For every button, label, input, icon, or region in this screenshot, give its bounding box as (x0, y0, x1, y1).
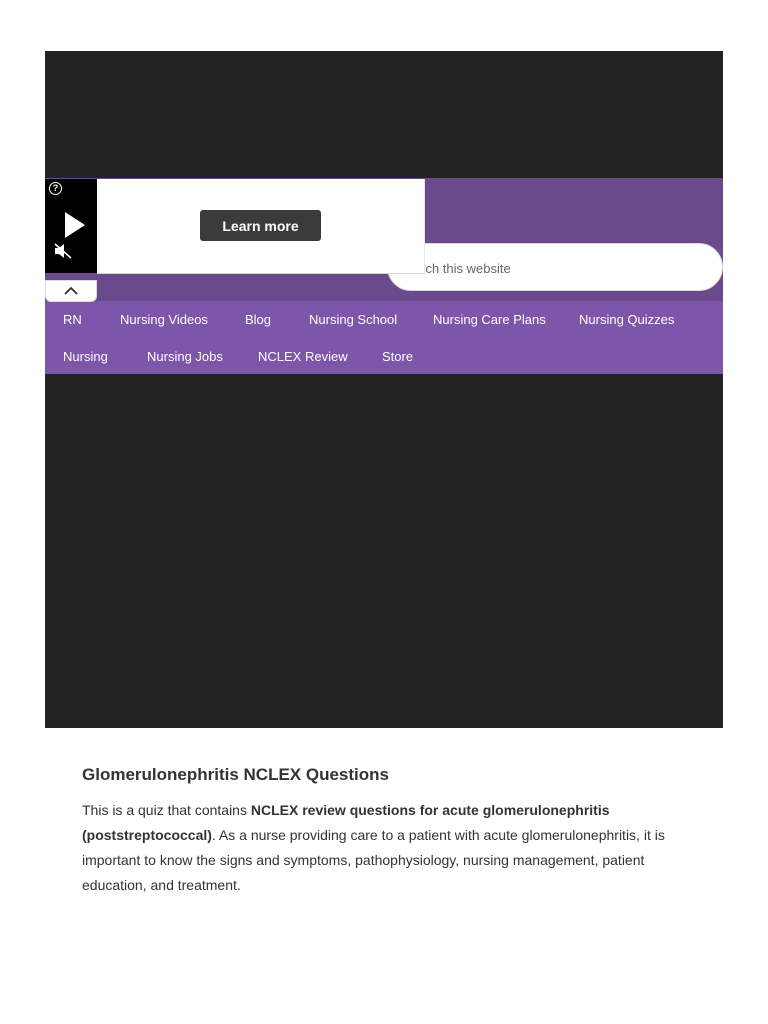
nav-item-nursing[interactable]: Nursing (63, 349, 108, 364)
chevron-up-icon (64, 286, 78, 295)
nav-item-nursing-care-plans[interactable]: Nursing Care Plans (433, 312, 546, 327)
nav-item-nursing-videos[interactable]: Nursing Videos (120, 312, 208, 327)
intro-bold: NCLEX review questions for acute glomerulonephritis (poststreptococcal) (82, 802, 610, 843)
nav-item-rn[interactable]: RN (63, 312, 82, 327)
learn-more-button[interactable]: Learn more (200, 210, 321, 241)
ad-video-player[interactable] (45, 179, 97, 273)
article-intro (82, 798, 692, 898)
primary-nav (45, 301, 723, 374)
nav-item-store[interactable]: Store (382, 349, 414, 364)
nav-item-nursing-quizzes[interactable]: Nursing Quizzes (579, 312, 675, 327)
article-title: Glomerulonephritis NCLEX Questions (82, 765, 389, 784)
play-icon[interactable] (65, 212, 85, 238)
nav-item-nursing-jobs[interactable]: Nursing Jobs (147, 349, 223, 364)
nav-item-blog[interactable]: Blog (245, 312, 272, 327)
mute-icon[interactable] (54, 243, 72, 259)
help-icon[interactable]: ? (49, 182, 62, 195)
search-form[interactable] (387, 243, 723, 291)
video-player-area[interactable] (45, 374, 723, 728)
nav-item-nclex-review[interactable]: NCLEX Review (258, 349, 348, 364)
intro-suffix: . As a nurse providing care to a patient with acute glomerulonephritis, it is important to know the signs and symptoms, pathophysiology, nursing management, patient education, and treatment. (82, 827, 665, 893)
intro-prefix: This is a quiz that contains (82, 802, 251, 818)
top-ad-banner (45, 51, 723, 179)
search-input[interactable] (418, 254, 712, 282)
ad-collapse-button[interactable] (45, 280, 97, 302)
ad-panel (97, 179, 425, 274)
nav-item-nursing-school[interactable]: Nursing School (309, 312, 398, 327)
